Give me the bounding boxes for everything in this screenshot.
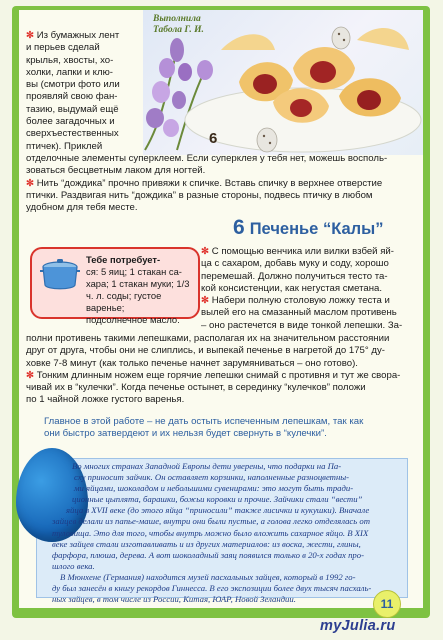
info-line: Во многих странах Западной Европы дети уверены, что подарки на Па- bbox=[72, 461, 342, 471]
text-line: – оно растечется в виде тонкой лепешки. За- bbox=[201, 319, 403, 331]
ingredients-line: хара; 1 стакан муки; 1/3 bbox=[86, 278, 190, 289]
text-line: проявляй свою фан- bbox=[26, 91, 118, 103]
text-line: вылей его на смазанный маслом противень bbox=[201, 307, 397, 319]
text-line: вы (смотри фото или bbox=[26, 79, 120, 91]
section-number: 6 bbox=[233, 216, 245, 239]
text-line: более загадочных и bbox=[26, 116, 115, 128]
bullet-star-icon: ✻ bbox=[201, 246, 212, 257]
photo-number: 6 bbox=[209, 130, 218, 147]
recipe-steps-continued bbox=[26, 333, 411, 407]
text-line: крылья, хвосты, хо- bbox=[26, 54, 114, 66]
text-line-content: Набери полную столовую ложку теста и bbox=[211, 295, 390, 307]
info-line: яйца в XVII веке (до этого яйца “приносили” также лисички и кукушки). Вначале bbox=[66, 505, 370, 516]
section-title: Печенье “Калы” bbox=[249, 220, 384, 238]
ingredients-label: Тебе потребует- bbox=[86, 254, 161, 265]
text-line: птичек). Приклей bbox=[26, 140, 103, 152]
emphasis-line: они быстро затвердеют и их нельзя будет свернуть в “кулечки”. bbox=[44, 428, 327, 440]
photo-caption-line2: Табола Г. И. bbox=[153, 25, 204, 35]
text-line: тазию, выдумай ещё bbox=[26, 103, 119, 115]
emphasis-line: Главное в этой работе – не дать остыть испеченным лепешкам, так как bbox=[44, 416, 364, 427]
info-line: зайцев делали из папье-маше, внутри они были пустые, а голова легко отделялась от bbox=[52, 516, 371, 527]
text-line: сверхъестественных bbox=[26, 128, 119, 140]
text-line: ховке 7-8 минут (как только печенье начнет зарумяниваться – оно готово). bbox=[26, 357, 358, 369]
recipe-steps-column bbox=[201, 246, 411, 332]
text-line: холки, лапки и клю- bbox=[26, 66, 113, 78]
text-line-content: Нить “дождика” прочно привяжи к спичке. Вставь спичку в верхнее отверстие bbox=[36, 177, 383, 189]
text-line-content: Тонким длинным ножем еще горячие лепешки снимай с противня и тут же свора- bbox=[36, 369, 401, 381]
text-line: и перьев сделай bbox=[26, 42, 100, 54]
text-line: по 1 чайной ложке густого варенья. bbox=[26, 394, 185, 406]
ingredients-line: подсолнечное масло. bbox=[86, 314, 180, 325]
text-line bbox=[26, 370, 411, 382]
info-line: ми яйцами, шоколадом и небольшими сувенирами: это могут быть тради- bbox=[74, 483, 354, 494]
photo-caption-line1: Выполнила bbox=[153, 14, 201, 24]
section-heading bbox=[233, 216, 383, 240]
text-line: перемешай. Должно получиться тесто та- bbox=[201, 270, 388, 282]
info-line: сху приносит зайчик. Он оставляет корзинки, наполненные разноцветны- bbox=[74, 472, 350, 483]
photo-caption bbox=[153, 14, 204, 36]
text-line: кой консистенции, как негустая сметана. bbox=[201, 282, 383, 294]
text-line: зоваться бесцветным лаком для ногтей. bbox=[26, 165, 206, 177]
text-line bbox=[26, 178, 411, 190]
text-line bbox=[201, 295, 411, 307]
bullet-star-icon: ✻ bbox=[26, 30, 37, 41]
site-watermark: myJulia.ru bbox=[320, 618, 396, 634]
paragraph-glue bbox=[26, 153, 411, 214]
text-line bbox=[26, 30, 146, 42]
text-line bbox=[201, 246, 411, 258]
info-line: В Мюнхене (Германия) находится музей пасхальных зайцев, который в 1992 го- bbox=[60, 571, 356, 582]
bullet-star-icon: ✻ bbox=[201, 295, 212, 307]
cooking-pot-icon bbox=[39, 257, 81, 293]
text-line: чивай их в “кулечки”. Когда печенье остынет, в серединку “кулечков” положи bbox=[26, 382, 366, 394]
text-line-content: Из бумажных лент bbox=[36, 30, 120, 41]
text-line: удобном для тебя месте. bbox=[26, 202, 138, 214]
bullet-star-icon: ✻ bbox=[26, 177, 37, 189]
info-line: туловища. Это для того, чтобы внутрь можно было вложить сахарное яйцо. В XIX bbox=[52, 527, 369, 538]
text-line: птички. Раздвигая нить “дождика” в разные стороны, подвесь птичку в любом bbox=[26, 189, 373, 201]
info-line: ду был занесён в книгу рекордов Гиннесса. В его экспозиции более двух тысяч пасхаль- bbox=[52, 583, 372, 594]
text-line-content: С помощью венчика или вилки взбей яй- bbox=[211, 246, 394, 257]
info-line: ных зайцев, в том числе из России, Китая, ЮАР, Новой Зеландии. bbox=[52, 594, 296, 605]
left-column-text bbox=[26, 30, 146, 153]
text-line: ца с сахаром, добавь муку и соду, хорошо bbox=[201, 258, 389, 270]
info-line: ционные цыплята, барашки, божьи коровки и прочие. Зайчики стали “вести” bbox=[72, 494, 363, 505]
info-line: веке зайцев стали изготавливать и из других материалов: из воска, жести, глины, bbox=[52, 538, 361, 549]
ingredients-box bbox=[30, 247, 200, 325]
text-line: отделочные элементы суперклеем. Если суперклея у тебя нет, можешь восполь- bbox=[26, 153, 388, 164]
ingredients-line: ч. л. соды; густое варенье; bbox=[86, 290, 162, 313]
cookie-photo bbox=[143, 10, 423, 155]
info-text bbox=[44, 461, 402, 605]
emphasis-note bbox=[44, 416, 404, 441]
ingredients-line: ся: 5 яиц; 1 стакан са- bbox=[86, 266, 182, 277]
ingredients-text bbox=[86, 254, 194, 326]
info-line: шлого века. bbox=[52, 560, 95, 571]
text-line: друг от друга, чтобы они не слиплись, и выпекай печенье в нагретой до 175° ду- bbox=[26, 345, 385, 357]
text-line: полни противень такими лепешками, располагая их на значительном расстоянии bbox=[26, 333, 390, 344]
info-line: фарфора, плюша, дерева. А вот шоколадный заяц появился только в 20-х годах про- bbox=[52, 549, 364, 560]
bullet-star-icon: ✻ bbox=[26, 369, 37, 381]
page-number: 11 bbox=[373, 590, 401, 618]
